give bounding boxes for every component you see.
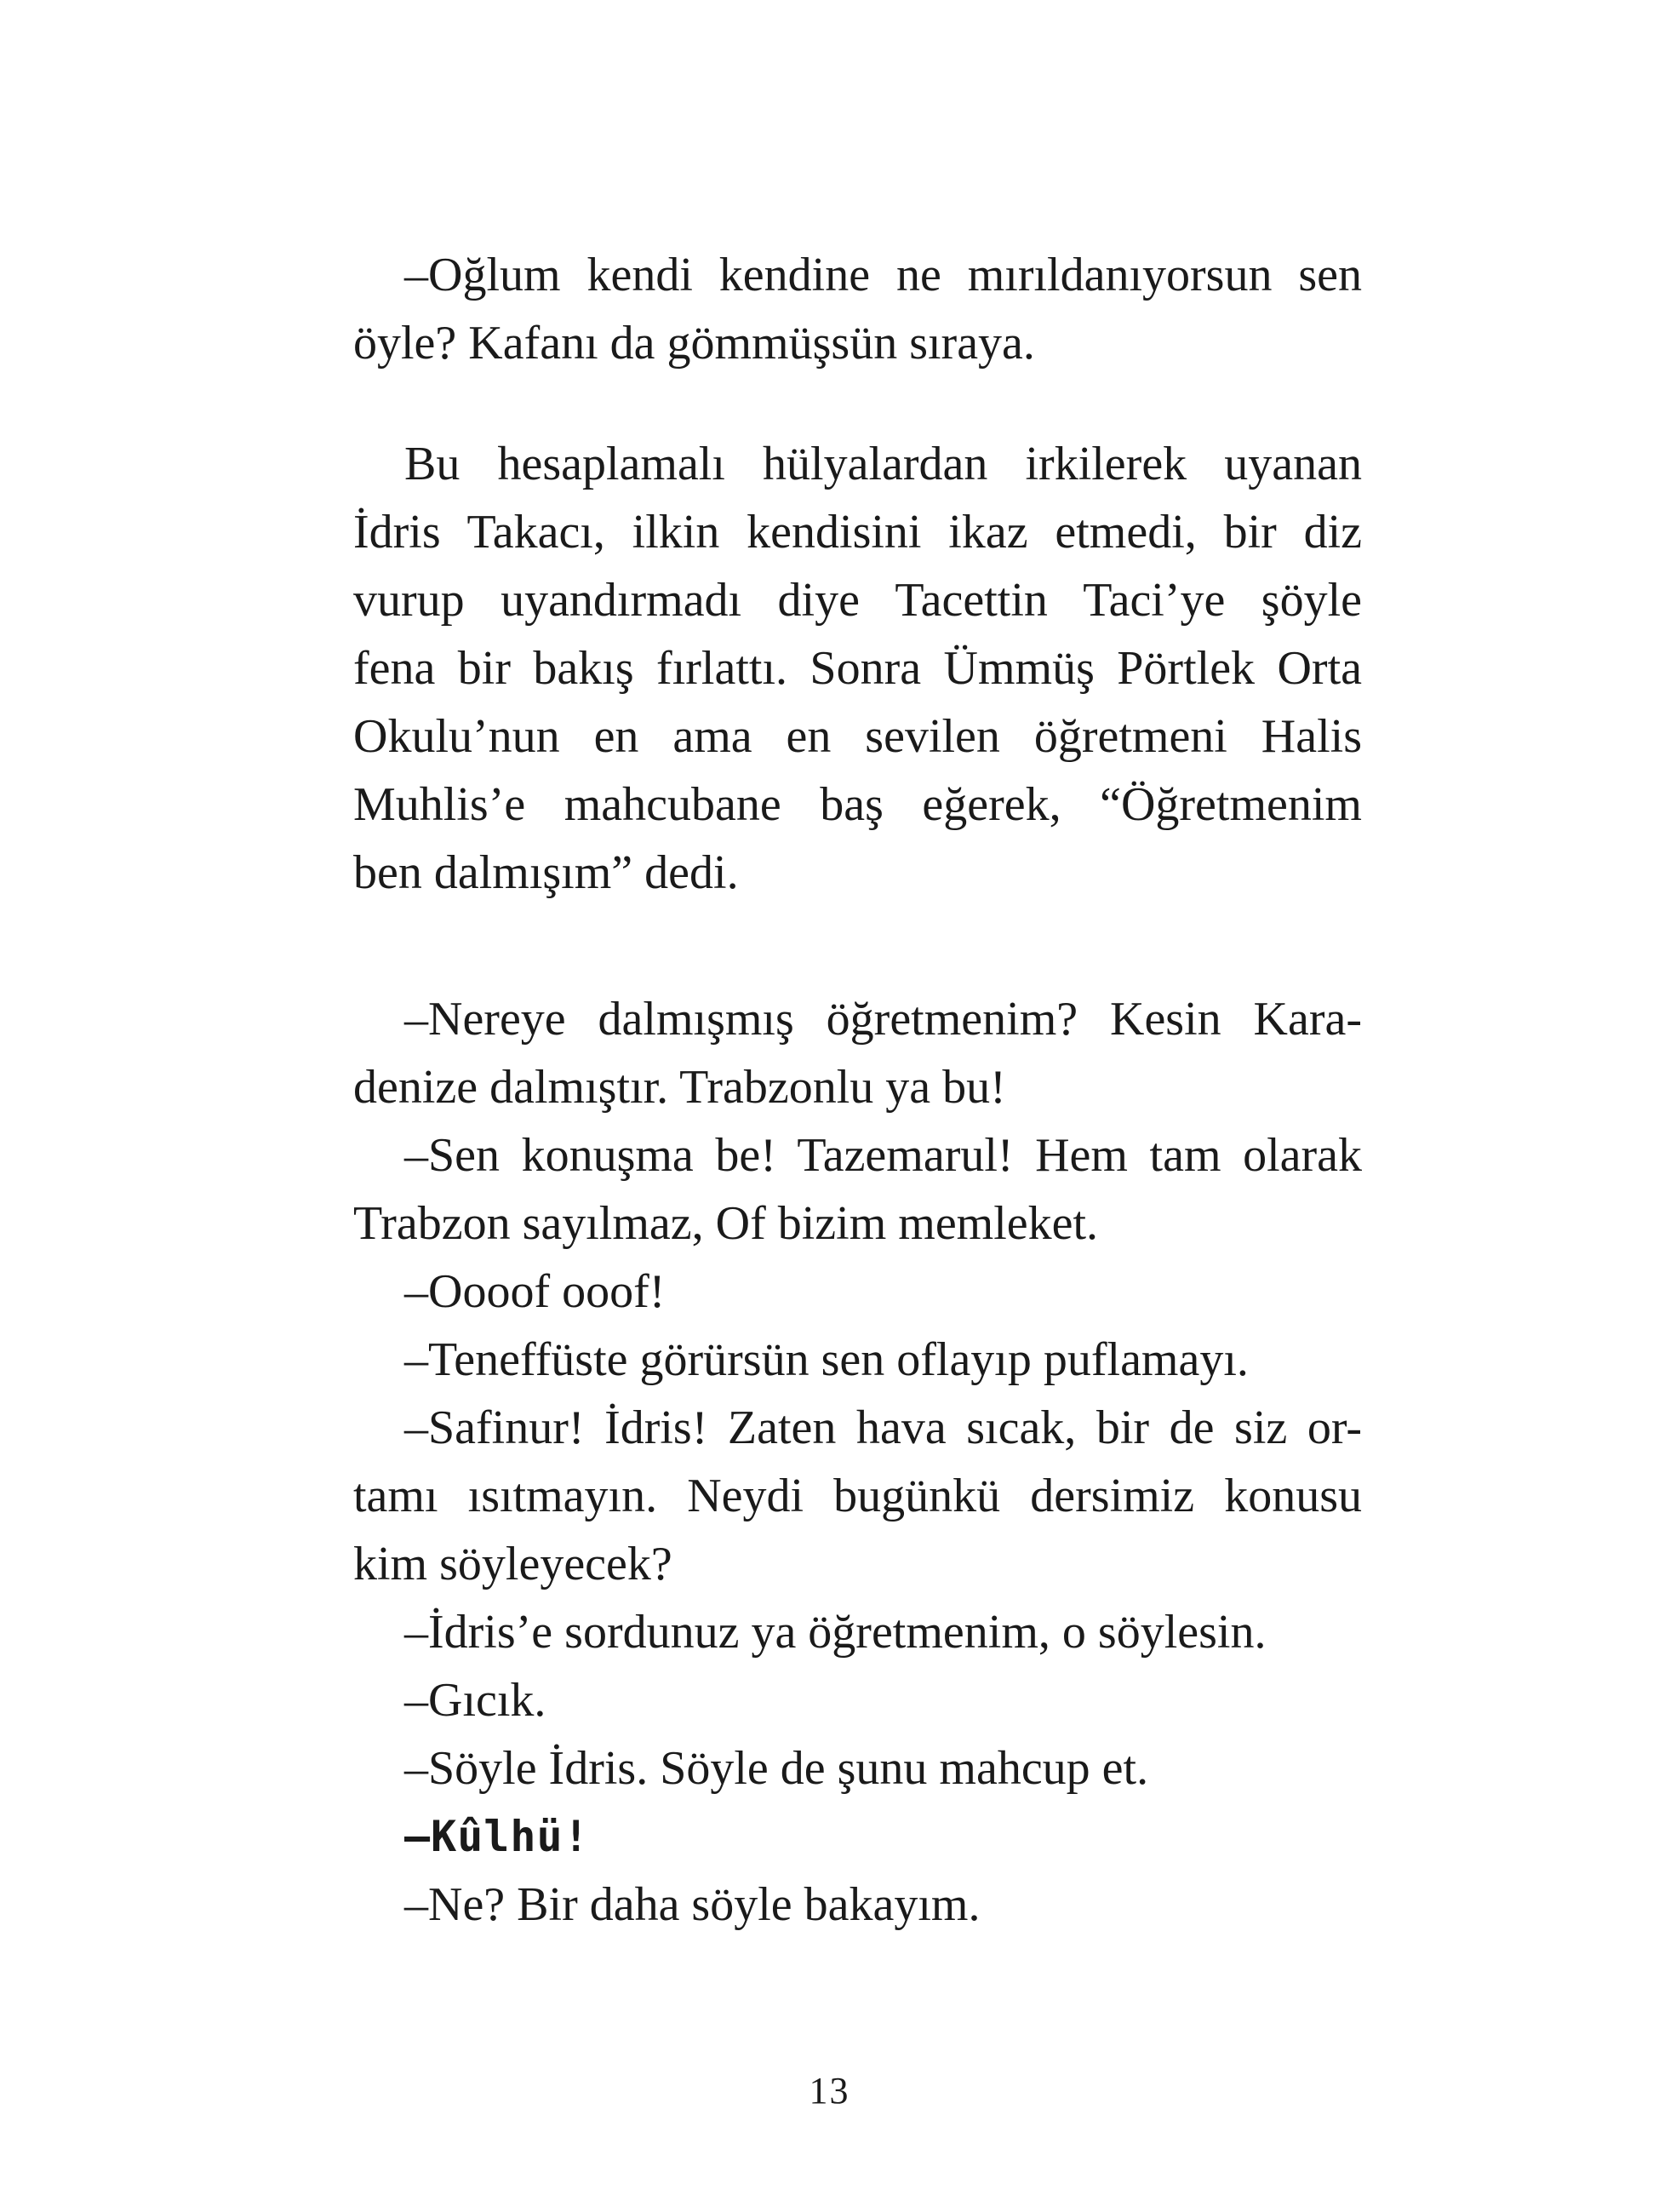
text-line: Muhlis’e mahcubane baş eğerek, “Öğretmenim — [353, 778, 1362, 831]
text-line: vurup uyandırmadı diye Tacettin Taci’ye şöyle — [353, 574, 1362, 627]
text-line: Okulu’nun en ama en sevilen öğretmeni Halis — [353, 710, 1362, 763]
dialogue-line: –Nereye dalmışmış öğretmenim? Kesin Kara- — [404, 993, 1362, 1046]
dialogue-line: Trabzon sayılmaz, Of bizim memleket. — [353, 1197, 1099, 1250]
text-line: –Oğlum kendi kendine ne mırıldanıyorsun sen — [404, 249, 1362, 301]
text-line: İdris Takacı, ilkin kendisini ikaz etmedi, bir diz — [353, 506, 1362, 559]
text-line: öyle? Kafanı da gömmüşsün sıraya. — [353, 317, 1035, 370]
dialogue-line: kim söyleyecek? — [353, 1538, 672, 1590]
dialogue-line: –Safinur! İdris! Zaten hava sıcak, bir de siz or- — [404, 1401, 1362, 1454]
page-body — [353, 241, 1362, 1939]
dialogue-line: –Sen konuşma be! Tazemarul! Hem tam olarak — [404, 1129, 1362, 1182]
dialogue-line: tamı ısıtmayın. Neydi bugünkü dersimiz konusu — [353, 1470, 1362, 1522]
dialogue-line: –Teneffüste görürsün sen oflayıp puflamayı. — [404, 1333, 1249, 1386]
shout-line: –Kûlhü! — [404, 1812, 590, 1861]
dialogue-line: –Oooof ooof! — [404, 1265, 666, 1318]
text-line: Bu hesaplamalı hülyalardan irkilerek uyanan — [404, 438, 1362, 490]
text-line: fena bir bakış fırlattı. Sonra Ümmüş Pörtlek Orta — [353, 642, 1362, 695]
page-number: 13 — [809, 2070, 850, 2112]
text-line: ben dalmışım” dedi. — [353, 846, 739, 899]
dialogue-line: –Söyle İdris. Söyle de şunu mahcup et. — [404, 1742, 1149, 1795]
dialogue-line: –Ne? Bir daha söyle bakayım. — [404, 1878, 981, 1931]
dialogue-line: –Gıcık. — [404, 1674, 546, 1727]
dialogue-line: denize dalmıştır. Trabzonlu ya bu! — [353, 1061, 1006, 1114]
dialogue-line: –İdris’e sordunuz ya öğretmenim, o söylesin. — [404, 1606, 1267, 1659]
